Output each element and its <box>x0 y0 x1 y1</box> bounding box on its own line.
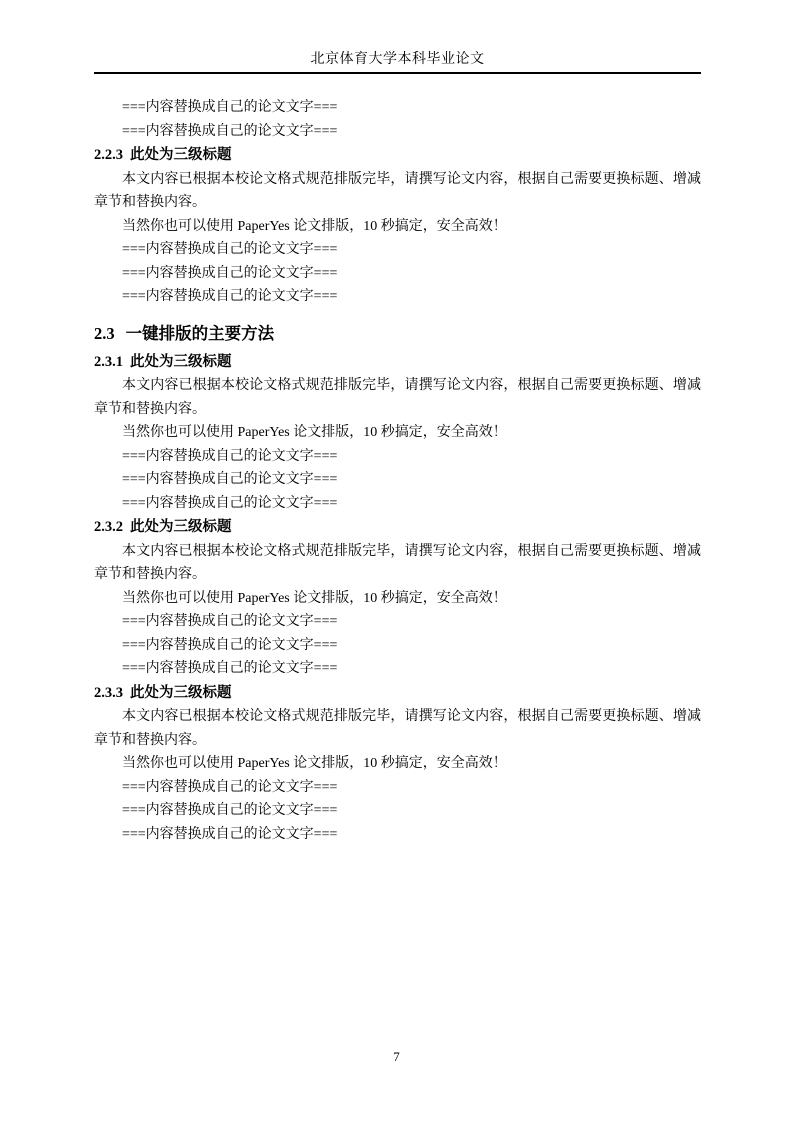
placeholder-line: ===内容替换成自己的论文文字=== <box>122 803 338 818</box>
placeholder-line: ===内容替换成自己的论文文字=== <box>122 242 338 257</box>
placeholder-line: ===内容替换成自己的论文文字=== <box>122 123 338 139</box>
heading-title: 一键排版的主要方法 <box>125 323 275 343</box>
promo-paragraph: 当然你也可以使用 PaperYes 论文排版，10 秒搞定，安全高效！ <box>122 218 507 234</box>
heading-title: 此处为三级标题 <box>130 519 232 535</box>
heading-number: 2.3.1 <box>94 353 123 370</box>
placeholder-line: ===内容替换成自己的论文文字=== <box>122 289 338 304</box>
placeholder-line: ===内容替换成自己的论文文字=== <box>122 495 338 511</box>
document-content <box>94 74 701 846</box>
promo-paragraph: 当然你也可以使用 PaperYes 论文排版，10 秒搞定，安全高效！ <box>122 590 507 606</box>
promo-paragraph: 当然你也可以使用 PaperYes 论文排版，10 秒搞定，安全高效！ <box>122 756 507 771</box>
placeholder-line: ===内容替换成自己的论文文字=== <box>122 614 338 629</box>
heading-2-3-2 <box>94 516 701 540</box>
promo-paragraph: 当然你也可以使用 PaperYes 论文排版，10 秒搞定，安全高效！ <box>122 425 507 440</box>
placeholder-line: ===内容替换成自己的论文文字=== <box>122 637 338 653</box>
heading-title: 此处为三级标题 <box>130 353 232 370</box>
placeholder-line: ===内容替换成自己的论文文字=== <box>122 779 338 795</box>
page-footer <box>0 1048 793 1066</box>
heading-2-3-3 <box>94 682 701 706</box>
placeholder-line: ===内容替换成自己的论文文字=== <box>122 265 338 281</box>
placeholder-line: ===内容替换成自己的论文文字=== <box>122 472 338 487</box>
heading-2-3 <box>94 322 701 346</box>
body-paragraph: 本文内容已根据本校论文格式规范排版完毕，请撰写论文内容，根据自己需要更换标题、增减章节和替换内容。 <box>94 171 701 210</box>
header-title: 北京体育大学本科毕业论文 <box>310 52 485 67</box>
body-paragraph: 本文内容已根据本校论文格式规范排版完毕，请撰写论文内容，根据自己需要更换标题、增减章节和替换内容。 <box>94 378 701 417</box>
heading-title: 此处为三级标题 <box>130 684 232 701</box>
heading-2-2-3 <box>94 144 701 168</box>
heading-title: 此处为三级标题 <box>130 147 232 163</box>
placeholder-line: ===内容替换成自己的论文文字=== <box>122 448 338 464</box>
body-paragraph: 本文内容已根据本校论文格式规范排版完毕，请撰写论文内容，根据自己需要更换标题、增减章节和替换内容。 <box>94 543 701 582</box>
placeholder-line: ===内容替换成自己的论文文字=== <box>122 100 338 115</box>
heading-number: 2.3.2 <box>94 519 123 535</box>
heading-number: 2.3 <box>94 323 115 343</box>
page-header <box>94 0 701 74</box>
placeholder-line: ===内容替换成自己的论文文字=== <box>122 661 338 676</box>
page-number: 7 <box>393 1049 400 1064</box>
body-paragraph: 本文内容已根据本校论文格式规范排版完毕，请撰写论文内容，根据自己需要更换标题、增减章节和替换内容。 <box>94 709 701 748</box>
heading-number: 2.2.3 <box>94 147 123 163</box>
heading-2-3-1 <box>94 351 701 375</box>
placeholder-line: ===内容替换成自己的论文文字=== <box>122 826 338 842</box>
heading-number: 2.3.3 <box>94 684 123 701</box>
